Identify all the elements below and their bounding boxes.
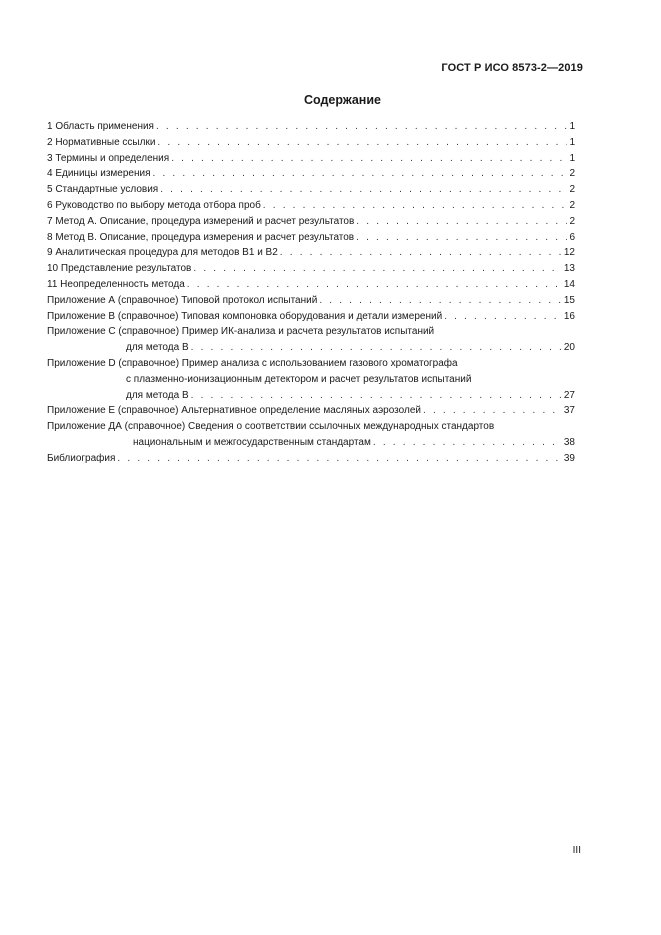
toc-entry-page: 13 <box>563 263 575 275</box>
toc-entry-title: национальным и межгосударственным стандартам <box>133 436 371 448</box>
toc-dot-leader <box>193 261 562 277</box>
toc-dot-leader <box>319 293 562 309</box>
toc-dot-leader <box>160 182 567 198</box>
toc-entry-title: 8 Метод В. Описание, процедура измерения и расчет результатов <box>47 231 355 243</box>
toc-dot-leader <box>156 119 567 135</box>
toc-entry-title: Приложение Е (справочное) Альтернативное определение масляных аэрозолей <box>47 405 421 417</box>
toc-entry-page: 2 <box>569 199 575 211</box>
toc-entry-title: с плазменно-ионизационным детектором и расчет результатов испытаний <box>126 373 472 385</box>
toc-entry-page: 2 <box>569 215 575 227</box>
toc-entry-title: Приложение С (справочное) Пример ИК-анализа и расчета результатов испытаний <box>47 326 435 338</box>
page-number: III <box>572 845 581 856</box>
toc-entry[interactable] <box>47 245 575 261</box>
toc-entry-title: 2 Нормативные ссылки <box>47 136 156 148</box>
toc-entry[interactable] <box>47 309 575 325</box>
toc-entry-title: Приложение ДА (справочное) Сведения о соответствии ссылочных международных стандартов <box>47 421 495 433</box>
toc-entry-page: 38 <box>563 436 575 448</box>
toc-dot-leader <box>191 340 562 356</box>
toc-entry[interactable] <box>47 198 575 214</box>
toc-dot-leader <box>187 277 562 293</box>
toc-entry-title: 7 Метод А. Описание, процедура измерений и расчет результатов <box>47 215 355 227</box>
toc-entry-title: 9 Аналитическая процедура для методов В1 и В2 <box>47 247 278 259</box>
toc-entry[interactable] <box>47 261 575 277</box>
toc-entry[interactable] <box>47 419 575 451</box>
toc-dot-leader <box>423 403 562 419</box>
toc-entry-title: Приложение А (справочное) Типовой протокол испытаний <box>47 294 318 306</box>
toc-entry-title: Приложение В (справочное) Типовая компоновка оборудования и детали измерений <box>47 310 443 322</box>
toc-entry[interactable] <box>47 151 575 167</box>
toc-entry[interactable] <box>47 166 575 182</box>
toc-entry-title: 10 Представление результатов <box>47 263 192 275</box>
toc-entry-title: 6 Руководство по выбору метода отбора проб <box>47 199 261 211</box>
toc-entry-title: Приложение D (справочное) Пример анализа с использованием газового хроматографа <box>47 357 458 369</box>
toc-entry-page: 2 <box>569 168 575 180</box>
toc-dot-leader <box>153 166 568 182</box>
toc-dot-leader <box>444 309 562 325</box>
toc-entry[interactable] <box>47 119 575 135</box>
toc-entry-page: 1 <box>569 121 575 132</box>
toc-dot-leader <box>157 135 567 151</box>
toc-dot-leader <box>373 435 562 451</box>
toc-entry[interactable] <box>47 451 575 467</box>
toc-entry[interactable] <box>47 356 575 403</box>
toc-title: Содержание <box>303 93 381 107</box>
toc-entry-page: 27 <box>563 389 575 401</box>
toc-entry[interactable] <box>47 293 575 309</box>
table-of-contents <box>47 119 575 467</box>
toc-entry-title: 3 Термины и определения <box>47 152 170 164</box>
toc-entry[interactable] <box>47 182 575 198</box>
toc-entry-page: 16 <box>563 310 575 322</box>
toc-entry-page: 1 <box>569 152 575 164</box>
toc-dot-leader <box>191 388 562 404</box>
toc-entry-page: 20 <box>563 342 575 354</box>
toc-entry[interactable] <box>47 403 575 419</box>
toc-entry[interactable] <box>47 214 575 230</box>
toc-dot-leader <box>117 451 561 467</box>
toc-entry-title: 11 Неопределенность метода <box>47 278 185 290</box>
toc-dot-leader <box>356 230 567 246</box>
toc-entry-page: 1 <box>569 136 575 148</box>
toc-entry-page: 12 <box>563 247 575 259</box>
toc-dot-leader <box>171 151 567 167</box>
toc-entry-title: Библиография <box>47 452 116 464</box>
toc-entry-title: для метода В <box>126 342 189 354</box>
toc-entry[interactable] <box>47 277 575 293</box>
document-code-header: ГОСТ Р ИСО 8573-2—2019 <box>441 62 583 74</box>
toc-entry-page: 37 <box>563 405 575 417</box>
toc-entry[interactable] <box>47 230 575 246</box>
toc-dot-leader <box>263 198 568 214</box>
toc-entry-title: 5 Стандартные условия <box>47 184 159 196</box>
toc-dot-leader <box>280 245 562 261</box>
toc-entry-page: 39 <box>563 452 575 464</box>
toc-entry-page: 14 <box>563 278 575 290</box>
toc-entry-title: 1 Область применения <box>47 121 154 132</box>
toc-entry-page: 6 <box>569 231 575 243</box>
toc-entry[interactable] <box>47 135 575 151</box>
toc-entry-title: 4 Единицы измерения <box>47 168 151 180</box>
toc-entry[interactable] <box>47 324 575 356</box>
toc-entry-title: для метода В <box>126 389 189 401</box>
toc-entry-page: 15 <box>563 294 575 306</box>
toc-dot-leader <box>356 214 567 230</box>
toc-entry-page: 2 <box>569 184 575 196</box>
